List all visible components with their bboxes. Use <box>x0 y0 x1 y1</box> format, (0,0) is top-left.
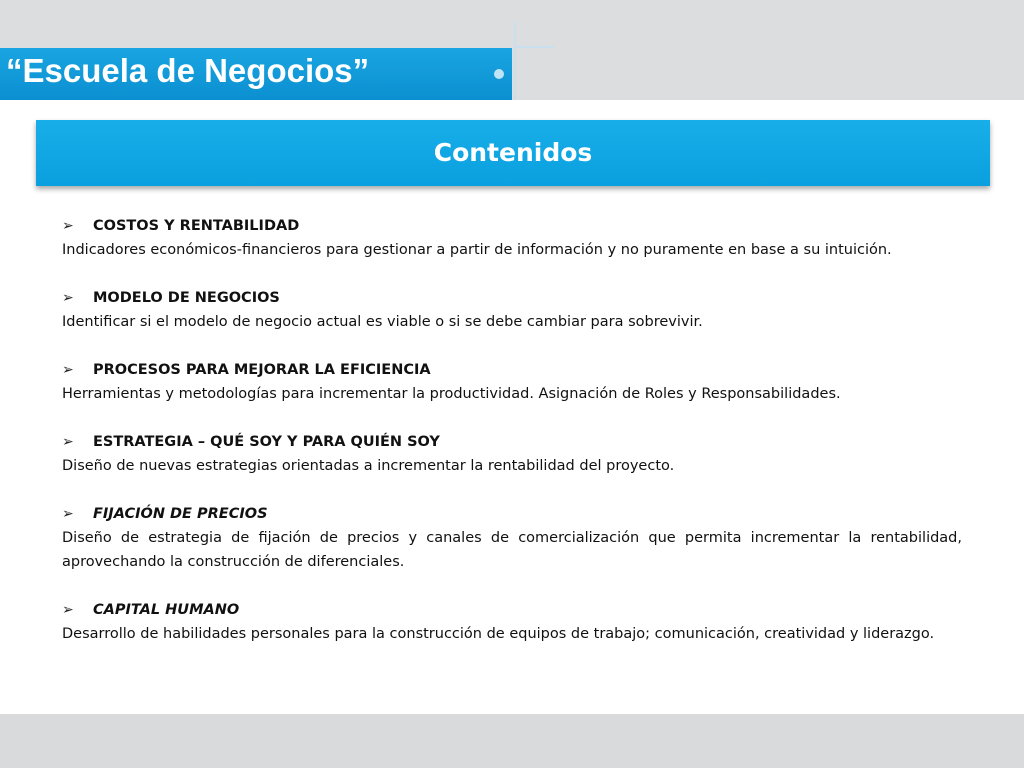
arrow-bullet-icon: ➢ <box>62 602 74 618</box>
section-description: Indicadores económicos-financieros para gestionar a partir de información y no puramente en base a su intuición. <box>62 242 892 258</box>
section-description: Diseño de nuevas estrategias orientadas a incrementar la rentabilidad del proyecto. <box>62 458 675 474</box>
contents-banner-label: Contenidos <box>433 138 593 167</box>
section-heading: ➢ PROCESOS PARA MEJORAR LA EFICIENCIA <box>62 358 962 382</box>
horizontal-line-decoration <box>514 46 554 48</box>
section-description: Herramientas y metodologías para incrementar la productividad. Asignación de Roles y Responsabilidades. <box>62 386 841 402</box>
section-heading: ➢ MODELO DE NEGOCIOS <box>62 286 962 310</box>
list-item <box>62 286 962 334</box>
section-heading: ➢ ESTRATEGIA – QUÉ SOY Y PARA QUIÉN SOY <box>62 430 962 454</box>
list-item <box>62 598 962 646</box>
list-item <box>62 502 962 574</box>
section-heading: ➢ CAPITAL HUMANO <box>62 598 962 622</box>
arrow-bullet-icon: ➢ <box>62 362 74 378</box>
arrow-bullet-icon: ➢ <box>62 506 74 522</box>
section-heading: ➢ FIJACIÓN DE PRECIOS <box>62 502 962 526</box>
content-list <box>62 214 962 670</box>
vertical-line-decoration <box>514 22 516 100</box>
list-item <box>62 430 962 478</box>
arrow-bullet-icon: ➢ <box>62 290 74 306</box>
bottom-band <box>0 714 1024 768</box>
section-description: Identificar si el modelo de negocio actual es viable o si se debe cambiar para sobrevivir. <box>62 314 703 330</box>
section-description: Diseño de estrategia de fijación de precios y canales de comercialización que permita incrementar la rentabilidad, aprovechando la construcción de diferenciales. <box>62 530 962 570</box>
list-item <box>62 214 962 262</box>
dot-decoration-icon <box>494 69 504 79</box>
arrow-bullet-icon: ➢ <box>62 434 74 450</box>
page-title: “Escuela de Negocios” <box>6 52 370 89</box>
section-description: Desarrollo de habilidades personales para la construcción de equipos de trabajo; comunicación, creatividad y liderazgo. <box>62 626 935 642</box>
list-item <box>62 358 962 406</box>
section-heading: ➢ COSTOS Y RENTABILIDAD <box>62 214 962 238</box>
contents-banner <box>36 120 990 186</box>
arrow-bullet-icon: ➢ <box>62 218 74 234</box>
